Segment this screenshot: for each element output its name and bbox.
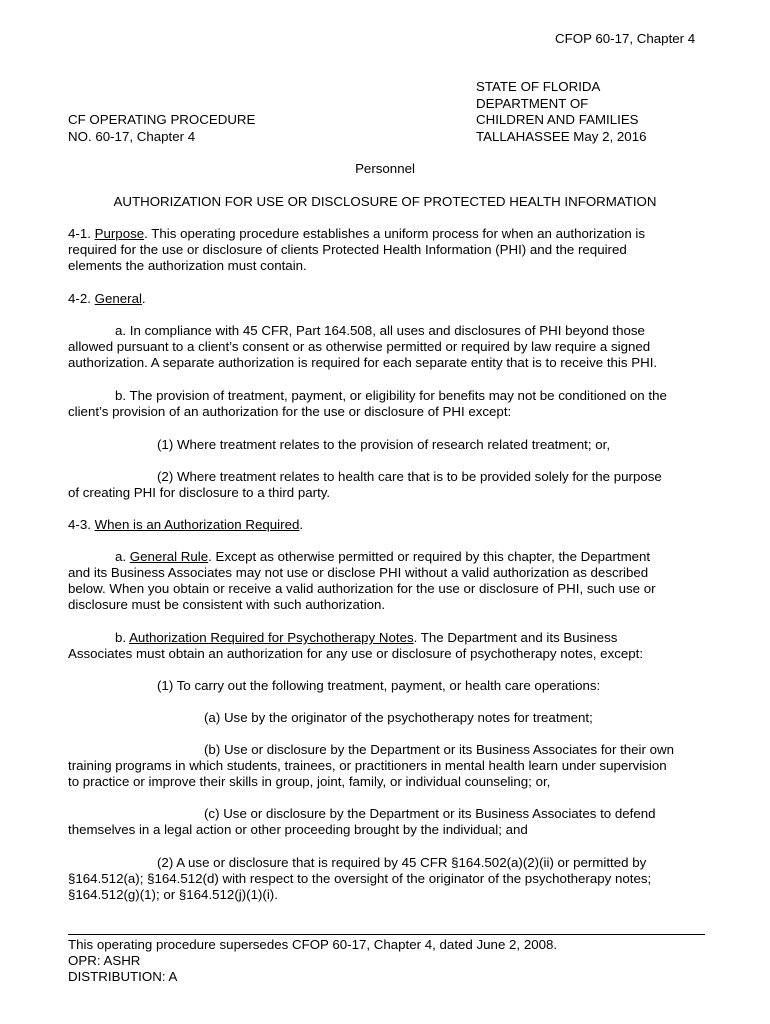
para-4-3-b-1-b-line: (b) Use or disclosure by the Department or its Business Associates for their own <box>204 742 675 757</box>
para-4-3-b-1: (1) To carry out the following treatment, payment, or health care operations: <box>157 678 601 693</box>
para-text: . Except as otherwise permitted or required by this chapter, the Department <box>208 549 651 564</box>
footer-line: OPR: ASHR <box>68 953 141 968</box>
section-4-3-heading-line <box>68 517 303 533</box>
para-label: a. <box>115 549 130 564</box>
para-4-2-a-line: allowed pursuant to a client’s consent or as otherwise permitted or required by law require a signed <box>68 339 651 354</box>
para-4-2-b-2-line: (2) Where treatment relates to health care that is to be provided solely for the purpose <box>157 469 662 484</box>
section-text: . This operating procedure establishes a uniform process for when an authorization is <box>144 226 646 241</box>
para-4-2-a-line: authorization. A separate authorization is required for each separate entity that is to receive this PHI. <box>68 355 658 370</box>
para-4-3-b-2-line: §164.512(g)(1); or §164.512(j)(1)(i). <box>68 887 278 902</box>
para-4-3-b-1-c-line: themselves in a legal action or other proceeding brought by the individual; and <box>68 822 528 837</box>
procedure-line: NO. 60-17, Chapter 4 <box>68 128 196 144</box>
para-4-3-b-1-a: (a) Use by the originator of the psychotherapy notes for treatment; <box>204 710 593 725</box>
footer-line: DISTRIBUTION: A <box>68 969 178 984</box>
para-text: . The Department and its Business <box>413 630 618 645</box>
section-heading-tail: . <box>299 517 304 532</box>
section-4-1-line <box>68 226 645 242</box>
para-4-3-a-line: below. When you obtain or receive a valid authorization for the use or disclosure of PHI, such use or <box>68 581 656 596</box>
section-number: 4-3. <box>68 517 95 532</box>
para-heading: General Rule <box>129 549 209 564</box>
section-number: 4-2. <box>68 291 95 306</box>
agency-line: TALLAHASSEE May 2, 2016 <box>476 128 647 144</box>
para-4-3-b-2-line: (2) A use or disclosure that is required by 45 CFR §164.502(a)(2)(ii) or permitted by <box>157 855 647 870</box>
footer-divider <box>68 934 705 935</box>
para-4-3-b-1-c-line: (c) Use or disclosure by the Department or its Business Associates to defend <box>204 806 656 821</box>
para-4-3-a-line: disclosure must be consistent with such authorization. <box>68 597 386 612</box>
agency-block <box>476 79 646 145</box>
section-heading: Purpose <box>94 226 145 241</box>
section-heading: General <box>94 291 142 306</box>
para-4-2-a-line: a. In compliance with 45 CFR, Part 164.508, all uses and disclosures of PHI beyond those <box>115 323 645 338</box>
document-reference: CFOP 60-17, Chapter 4 <box>555 31 696 46</box>
para-4-3-b-1-b-line: training programs in which students, trainees, or practitioners in mental health learn under supervision <box>68 758 667 773</box>
procedure-line: CF OPERATING PROCEDURE <box>68 112 256 127</box>
para-4-3-a-line <box>115 549 650 565</box>
para-4-2-b-line: client’s provision of an authorization for the use or disclosure of PHI except: <box>68 404 512 419</box>
para-4-2-b-1: (1) Where treatment relates to the provision of research related treatment; or, <box>157 437 611 452</box>
para-4-3-a-line: and its Business Associates may not use or disclose PHI without a valid authorization as described <box>68 565 649 580</box>
section-number: 4-1. <box>68 226 95 241</box>
section-heading: When is an Authorization Required <box>94 517 300 532</box>
para-4-3-b-1-b-line: to practice or improve their skills in group, joint, family, or individual counseling; or, <box>68 774 551 789</box>
para-heading: Authorization Required for Psychotherapy Notes <box>129 630 414 645</box>
agency-line: STATE OF FLORIDA <box>476 79 601 94</box>
para-4-3-b-2-line: §164.512(a); §164.512(d) with respect to the oversight of the originator of the psychotherapy notes; <box>68 871 652 886</box>
section-4-1-line: elements the authorization must contain. <box>68 258 307 273</box>
para-4-3-b-line: Associates must obtain an authorization for any use or disclosure of psychotherapy notes, except: <box>68 646 644 661</box>
page-title: AUTHORIZATION FOR USE OR DISCLOSURE OF PROTECTED HEALTH INFORMATION <box>113 194 657 209</box>
para-4-3-b-line <box>115 630 617 646</box>
agency-line: CHILDREN AND FAMILIES <box>476 112 639 127</box>
para-4-2-b-line: b. The provision of treatment, payment, or eligibility for benefits may not be conditioned on the <box>115 388 667 403</box>
section-4-2-heading-line <box>68 291 146 307</box>
subject: Personnel <box>355 161 415 176</box>
agency-line: DEPARTMENT OF <box>476 95 589 111</box>
footer-line: This operating procedure supersedes CFOP 60-17, Chapter 4, dated June 2, 2008. <box>68 937 558 952</box>
section-4-1-line: required for the use or disclosure of clients Protected Health Information (PHI) and the required <box>68 242 627 257</box>
section-heading-tail: . <box>141 291 146 306</box>
procedure-block <box>68 112 255 145</box>
para-label: b. <box>115 630 130 645</box>
para-4-2-b-2-line: of creating PHI for disclosure to a third party. <box>68 485 331 500</box>
